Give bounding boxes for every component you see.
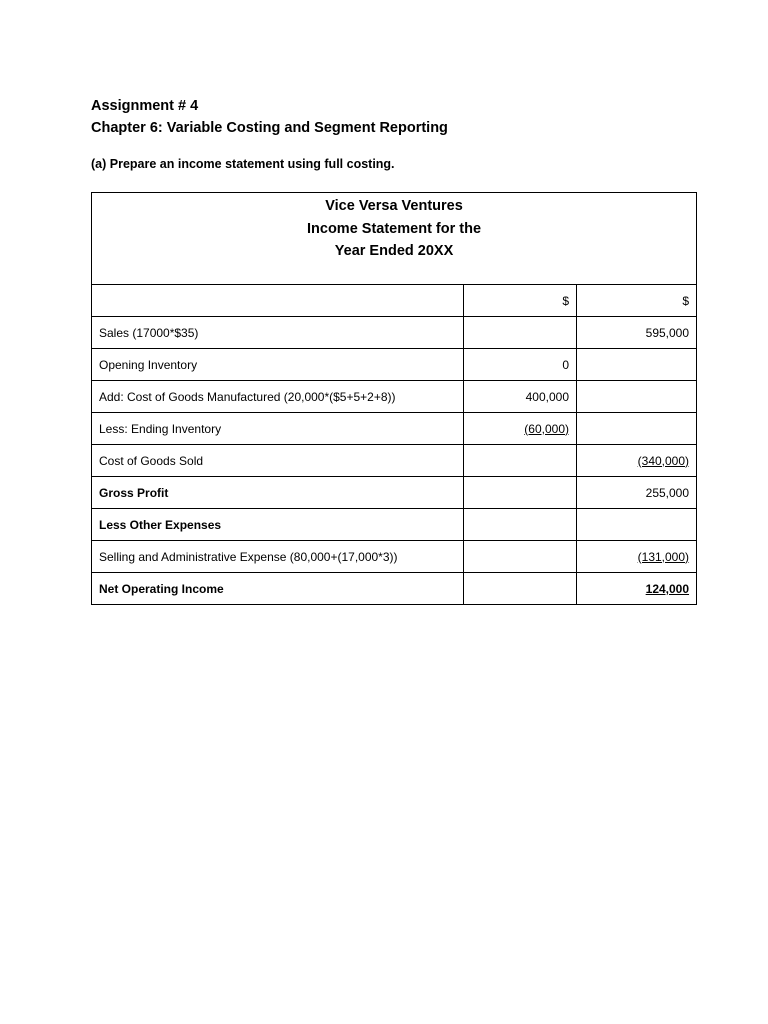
- row-col2: [577, 381, 697, 413]
- row-label: Sales (17000*$35): [92, 317, 464, 349]
- header-label-cell: [92, 285, 464, 317]
- row-label: Cost of Goods Sold: [92, 445, 464, 477]
- row-col1: [464, 445, 577, 477]
- statement-title: [92, 193, 697, 285]
- underlined-value: (340,000): [637, 453, 690, 468]
- underlined-value: (60,000): [524, 421, 569, 436]
- company-name: Vice Versa Ventures: [325, 198, 463, 214]
- income-statement-table: [91, 192, 697, 605]
- table-row: [92, 477, 697, 509]
- statement-title-row: [92, 193, 697, 285]
- table-row: [92, 349, 697, 381]
- row-col2: [577, 541, 697, 573]
- assignment-heading: Assignment # 4: [91, 98, 199, 114]
- table-row: [92, 381, 697, 413]
- row-label: Opening Inventory: [92, 349, 464, 381]
- row-col2: 255,000: [577, 477, 697, 509]
- instruction-text: (a) Prepare an income statement using full costing.: [91, 157, 395, 171]
- row-col1: 400,000: [464, 381, 577, 413]
- table-row: [92, 413, 697, 445]
- row-col1: [464, 509, 577, 541]
- row-label: Gross Profit: [92, 477, 464, 509]
- currency-header-row: [92, 285, 697, 317]
- row-label: Net Operating Income: [92, 573, 464, 605]
- underlined-value: 124,000: [645, 581, 690, 596]
- row-col2: [577, 413, 697, 445]
- table-row: [92, 573, 697, 605]
- row-col2: [577, 573, 697, 605]
- currency-symbol-col2: $: [577, 285, 697, 317]
- row-col1: [464, 413, 577, 445]
- row-col2: [577, 509, 697, 541]
- row-col2: [577, 349, 697, 381]
- table-row: [92, 509, 697, 541]
- underlined-value: (131,000): [637, 549, 690, 564]
- row-label: Selling and Administrative Expense (80,000+(17,000*3)): [92, 541, 464, 573]
- table-row: [92, 317, 697, 349]
- row-col2: [577, 445, 697, 477]
- row-label: Add: Cost of Goods Manufactured (20,000*($5+5+2+8)): [92, 381, 464, 413]
- row-label: Less Other Expenses: [92, 509, 464, 541]
- statement-name: Income Statement for the: [307, 220, 482, 237]
- row-col1: [464, 573, 577, 605]
- row-col2: 595,000: [577, 317, 697, 349]
- row-col1: [464, 477, 577, 509]
- chapter-heading: Chapter 6: Variable Costing and Segment Reporting: [91, 120, 448, 136]
- statement-period: Year Ended 20XX: [334, 243, 454, 259]
- row-col1: [464, 541, 577, 573]
- currency-symbol-col1: $: [464, 285, 577, 317]
- row-label: Less: Ending Inventory: [92, 413, 464, 445]
- table-row: [92, 445, 697, 477]
- row-col1: [464, 317, 577, 349]
- table-row: [92, 541, 697, 573]
- row-col1: 0: [464, 349, 577, 381]
